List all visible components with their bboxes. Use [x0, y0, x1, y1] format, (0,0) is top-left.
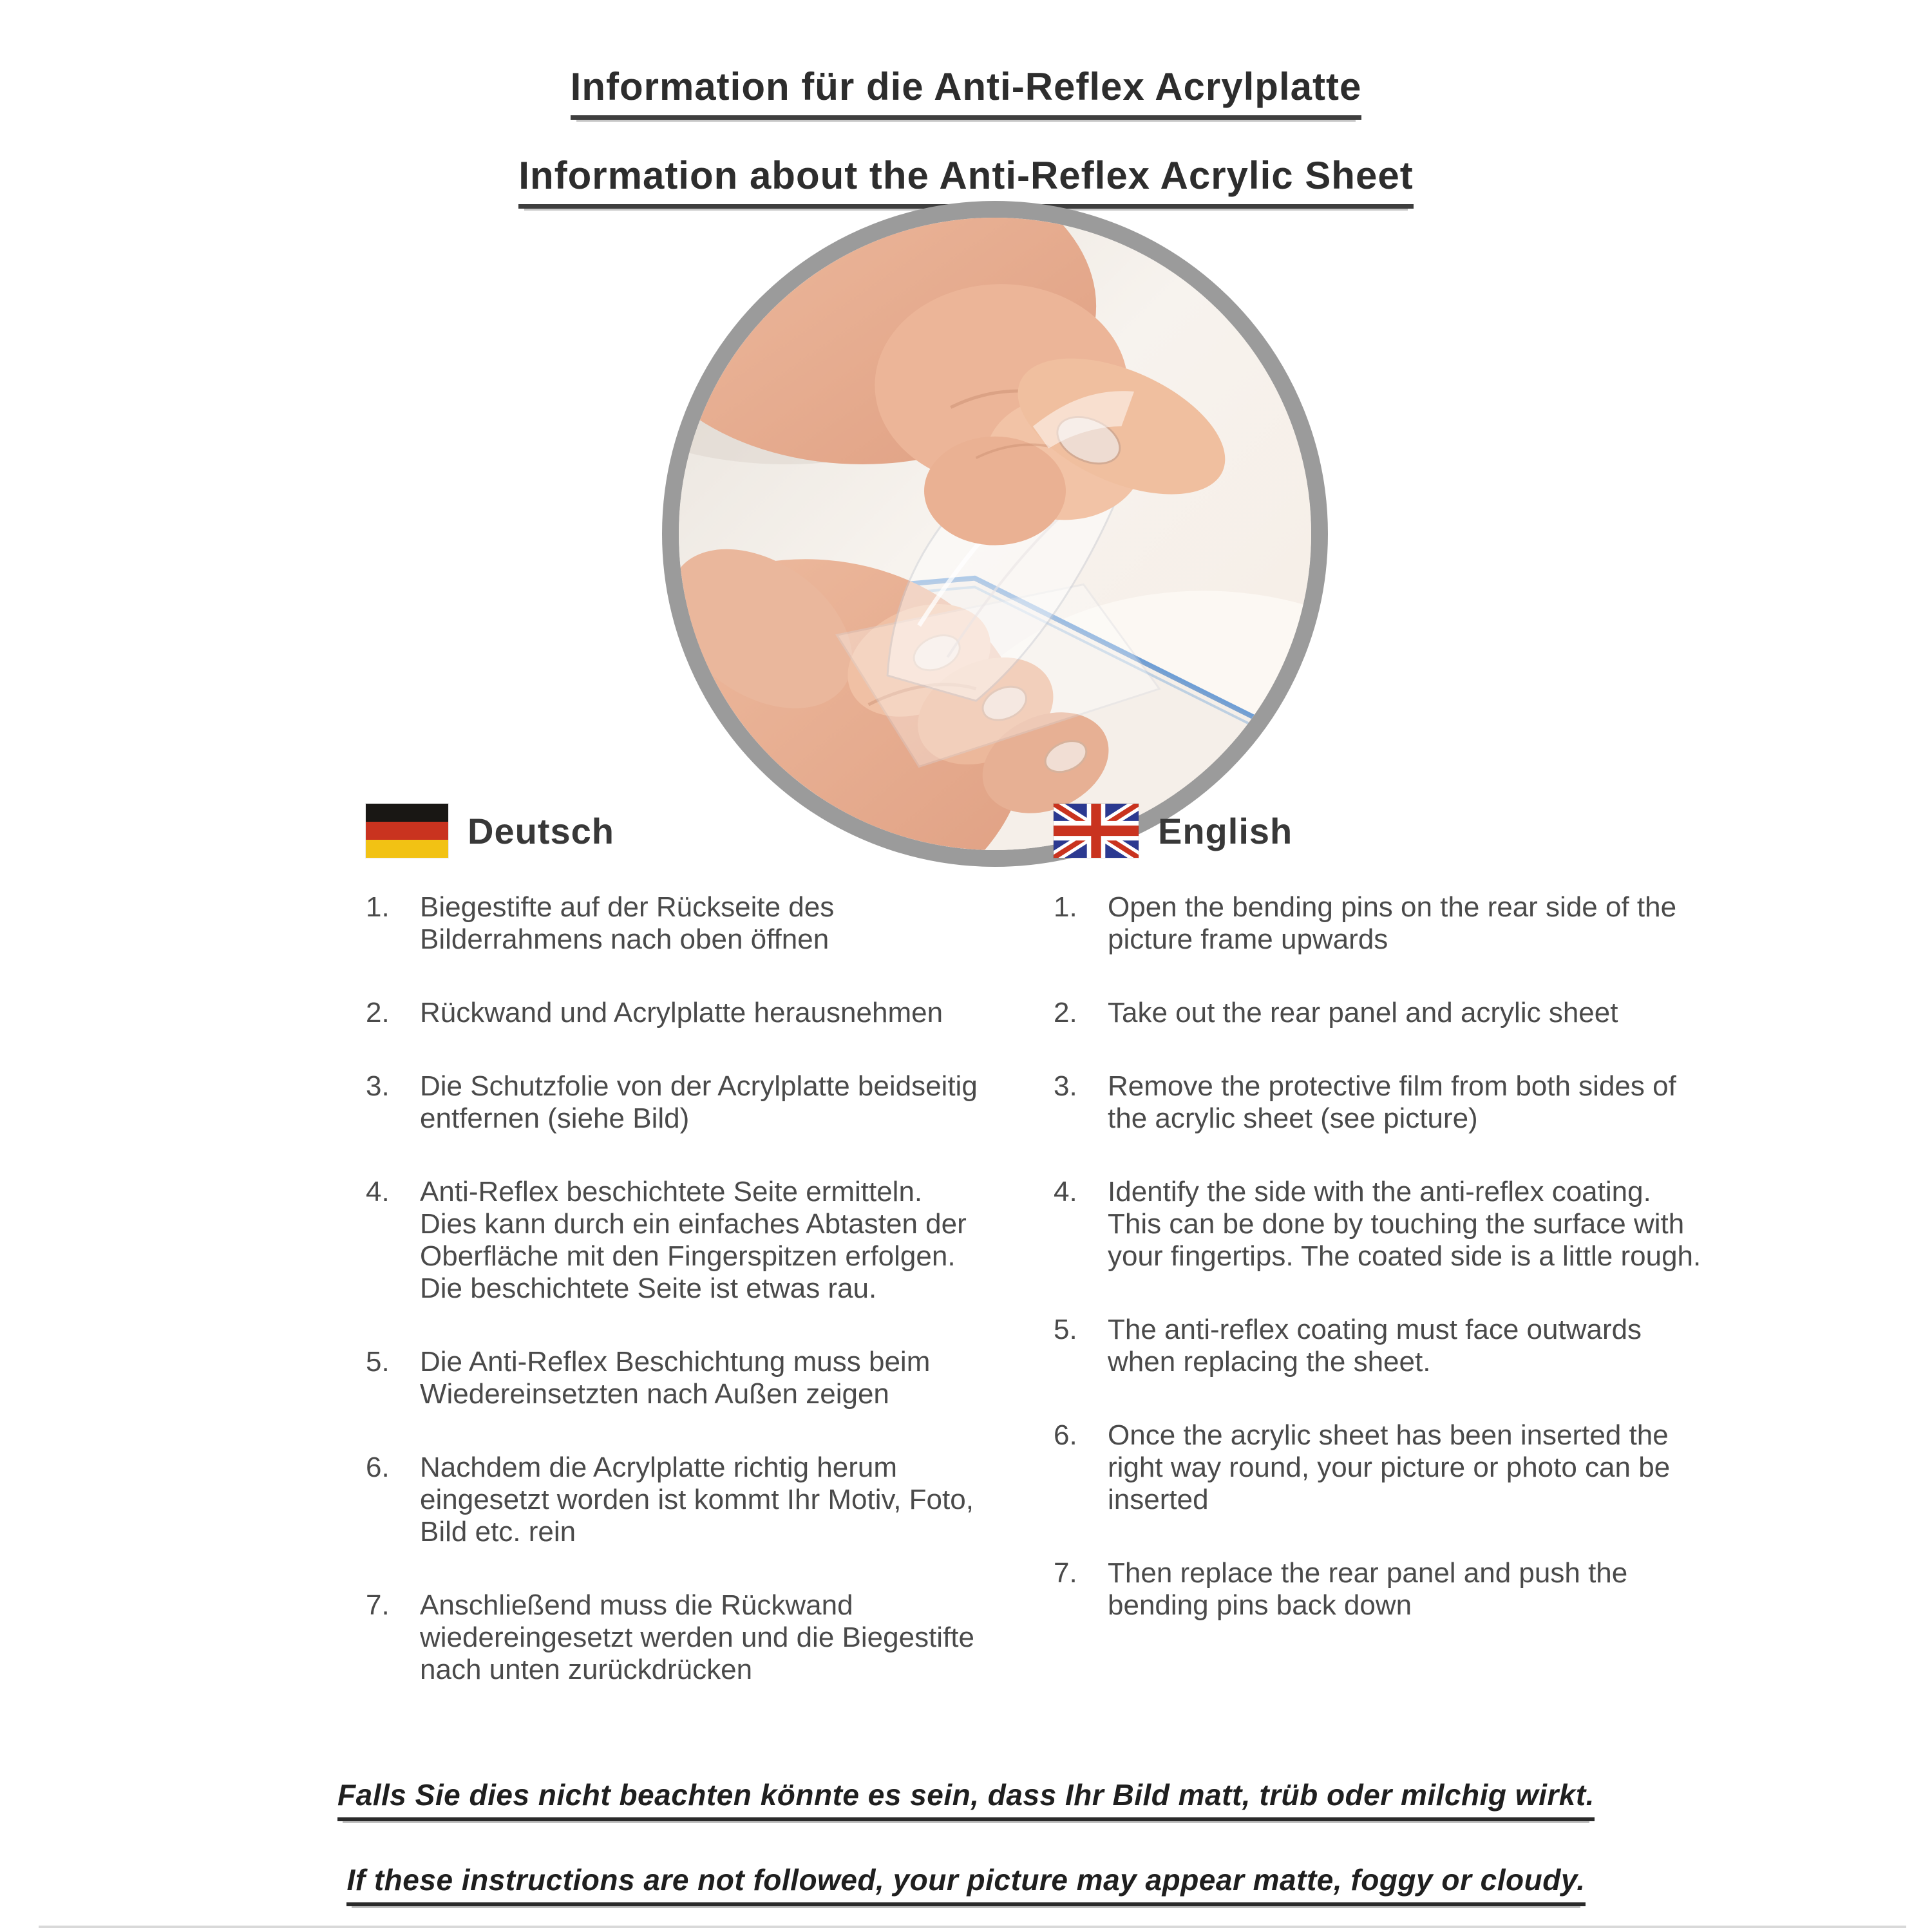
- instruction-item: [366, 891, 978, 956]
- warning-english: [0, 1862, 1932, 1906]
- item-number: 5.: [366, 1346, 390, 1378]
- item-number: 6.: [366, 1452, 390, 1483]
- title-german-text: Information für die Anti-Reflex Acrylplatte: [571, 64, 1362, 120]
- instruction-item: [366, 1589, 978, 1686]
- item-text: Die Schutzfolie von der Acrylplatte beidseitig entfernen (siehe Bild): [420, 1070, 978, 1134]
- item-text: Rückwand und Acrylplatte herausnehmen: [420, 997, 943, 1028]
- film-peeling-illustration: [679, 218, 1311, 850]
- item-text: Nachdem die Acrylplatte richtig herum eingesetzt worden ist kommt Ihr Motiv, Foto, Bild etc. rein: [420, 1452, 974, 1548]
- deutsch-label: Deutsch: [468, 810, 614, 851]
- english-header: [1054, 804, 1704, 858]
- warning-english-text: If these instructions are not followed, your picture may appear matte, foggy or cloudy.: [346, 1862, 1585, 1906]
- section-english: [1054, 804, 1704, 1663]
- item-number: 4.: [1054, 1176, 1077, 1208]
- item-number: 7.: [366, 1589, 390, 1621]
- item-text: Remove the protective film from both sides of the acrylic sheet (see picture): [1108, 1070, 1676, 1134]
- instruction-item: [1054, 1419, 1704, 1516]
- instruction-item: [1054, 891, 1704, 956]
- germany-flag-icon: [366, 804, 448, 858]
- item-text: Die Anti-Reflex Beschichtung muss beim Wiedereinsetzten nach Außen zeigen: [420, 1346, 931, 1410]
- item-number: 2.: [1054, 997, 1077, 1028]
- item-number: 7.: [1054, 1557, 1077, 1589]
- item-number: 3.: [1054, 1070, 1077, 1102]
- item-text: Anti-Reflex beschichtete Seite ermitteln. Dies kann durch ein einfaches Abtasten der Oberfläche mit den Fingerspitzen erfolgen. Die beschichtete Seite ist etwas rau.: [420, 1176, 967, 1304]
- instruction-item: [1054, 1070, 1704, 1135]
- item-number: 2.: [366, 997, 390, 1028]
- item-text: Anschließend muss die Rückwand wiedereingesetzt werden und die Biegestifte nach unten zurückdrücken: [420, 1589, 974, 1685]
- instruction-item: [366, 1346, 978, 1410]
- instruction-item: [1054, 1314, 1704, 1378]
- item-number: 1.: [366, 891, 390, 923]
- title-english-text: Information about the Anti-Reflex Acrylic Sheet: [518, 153, 1413, 209]
- item-number: 6.: [1054, 1419, 1077, 1451]
- instruction-item: [1054, 1176, 1704, 1273]
- deutsch-instruction-list: [366, 891, 978, 1686]
- film-peeling-photo: [662, 201, 1328, 867]
- english-label: English: [1158, 810, 1293, 851]
- item-number: 1.: [1054, 891, 1077, 923]
- title-german: [0, 64, 1932, 120]
- uk-flag-icon: [1054, 804, 1139, 858]
- item-text: Take out the rear panel and acrylic sheet: [1108, 997, 1618, 1028]
- item-text: Biegestifte auf der Rückseite des Bilderrahmens nach oben öffnen: [420, 891, 835, 955]
- title-english: [0, 153, 1932, 209]
- warning-german: [0, 1777, 1932, 1821]
- instruction-item: [366, 1452, 978, 1548]
- item-number: 5.: [1054, 1314, 1077, 1345]
- scan-edge-artifact: [39, 1926, 1906, 1928]
- instruction-item: [1054, 1557, 1704, 1622]
- warning-german-text: Falls Sie dies nicht beachten könnte es sein, dass Ihr Bild matt, trüb oder milchig wirkt.: [337, 1777, 1595, 1821]
- instruction-item: [366, 1176, 978, 1305]
- item-text: Identify the side with the anti-reflex coating. This can be done by touching the surface with your fingertips. The coated side is a little rough.: [1108, 1176, 1701, 1272]
- item-text: The anti-reflex coating must face outwards when replacing the sheet.: [1108, 1314, 1642, 1378]
- item-text: Then replace the rear panel and push the bending pins back down: [1108, 1557, 1628, 1621]
- item-number: 3.: [366, 1070, 390, 1102]
- english-instruction-list: [1054, 891, 1704, 1622]
- instruction-item: [366, 997, 978, 1029]
- deutsch-header: [366, 804, 978, 858]
- instruction-item: [366, 1070, 978, 1135]
- item-text: Once the acrylic sheet has been inserted the right way round, your picture or photo can be inserted: [1108, 1419, 1671, 1515]
- item-number: 4.: [366, 1176, 390, 1208]
- instruction-item: [1054, 997, 1704, 1029]
- section-deutsch: [366, 804, 978, 1727]
- item-text: Open the bending pins on the rear side of the picture frame upwards: [1108, 891, 1677, 955]
